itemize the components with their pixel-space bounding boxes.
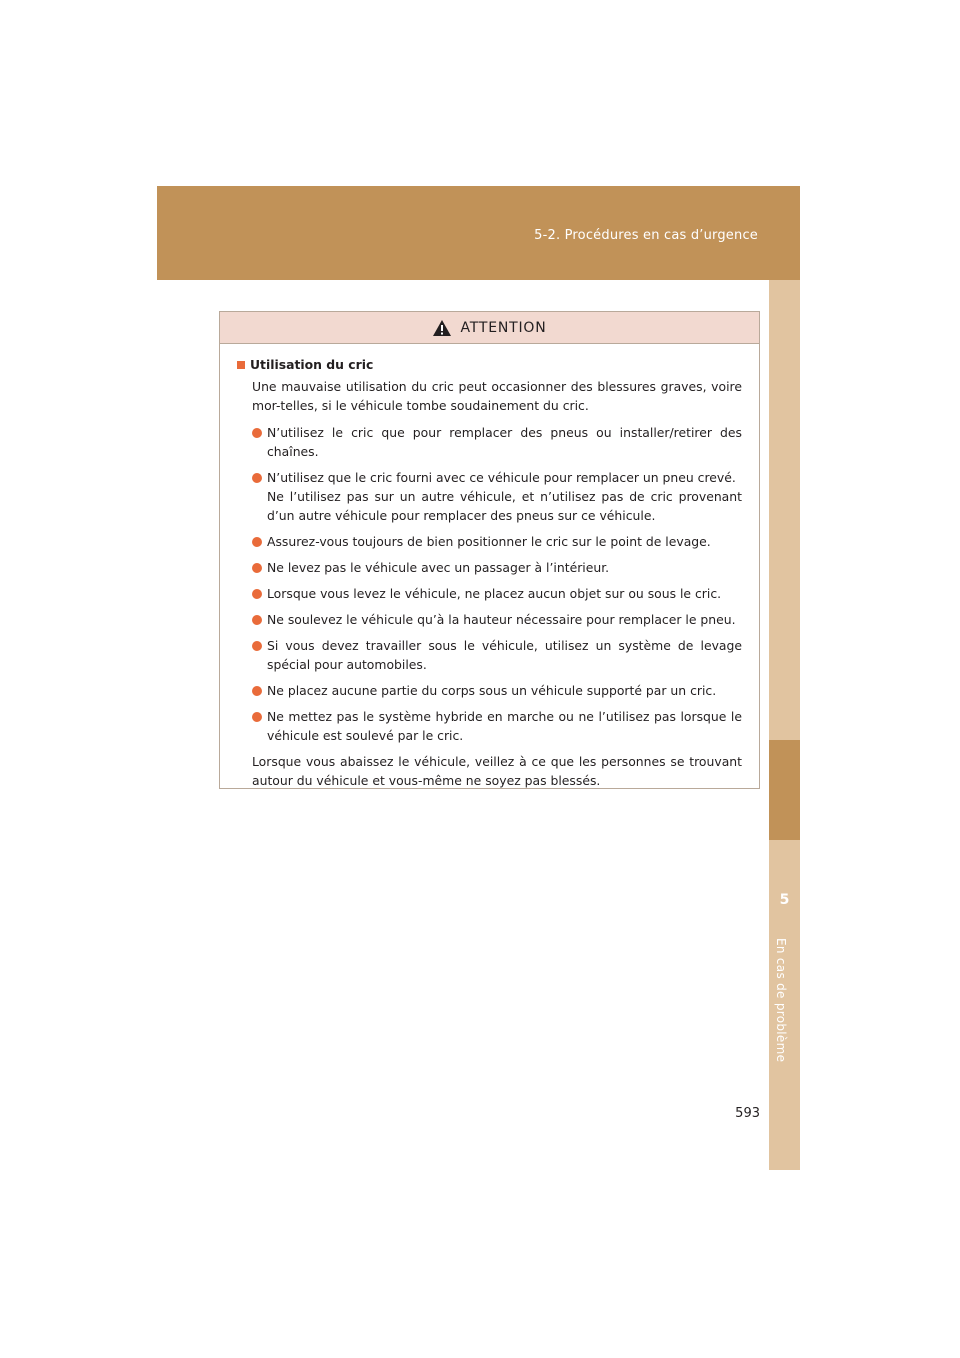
bullet-dot-icon [252, 537, 262, 547]
list-item [237, 558, 742, 577]
page-number: 593 [735, 1106, 760, 1121]
list-item-text: Assurez-vous toujours de bien positionner le cric sur le point de levage. [267, 534, 711, 549]
bullet-dot-icon [252, 473, 262, 483]
list-item-text: Lorsque vous levez le véhicule, ne placez aucun objet sur ou sous le cric. [267, 586, 722, 601]
header-band [157, 186, 800, 280]
list-item-text: Ne mettez pas le système hybride en marche ou ne l’utilisez pas lorsque le véhicule est soulevé par le cric. [267, 709, 742, 743]
list-item [237, 468, 742, 525]
list-item-text: N’utilisez le cric que pour remplacer des pneus ou installer/retirer des chaînes. [267, 425, 742, 459]
list-item [237, 681, 742, 700]
warning-triangle-icon [432, 319, 452, 337]
list-item [237, 610, 742, 629]
list-item [237, 584, 742, 603]
chapter-label: En cas de problème [774, 938, 788, 1063]
list-item-text: Si vous devez travailler sous le véhicule, utilisez un système de levage spécial pour automobiles. [267, 638, 742, 672]
list-item-text: Ne soulevez le véhicule qu’à la hauteur nécessaire pour remplacer le pneu. [267, 612, 736, 627]
list-item-text: Ne placez aucune partie du corps sous un véhicule supporté par un cric. [267, 683, 717, 698]
subheading-text: Utilisation du cric [250, 357, 374, 372]
bullet-dot-icon [252, 563, 262, 573]
bullet-dot-icon [252, 428, 262, 438]
list-item-continuation: Ne l’utilisez pas sur un autre véhicule, et n’utilisez pas de cric provenant d’un autre véhicule pour remplacer des pneus sur ce véhicule. [267, 489, 742, 523]
caution-title: ATTENTION [460, 319, 547, 336]
list-item [237, 707, 742, 745]
chapter-tab [769, 740, 800, 840]
caution-body [220, 344, 759, 790]
bullet-dot-icon [252, 712, 262, 722]
bullet-dot-icon [252, 686, 262, 696]
list-item [237, 423, 742, 461]
bullet-dot-icon [252, 615, 262, 625]
chapter-number: 5 [779, 892, 790, 908]
caution-header [220, 312, 759, 344]
bullet-dot-icon [252, 641, 262, 651]
caution-subheading [237, 355, 742, 374]
list-item [237, 636, 742, 674]
closing-paragraph: Lorsque vous abaissez le véhicule, veillez à ce que les personnes se trouvant autour du véhicule et vous-même ne soyez pas blessés. [252, 754, 742, 788]
list-item-text: Ne levez pas le véhicule avec un passager à l’intérieur. [267, 560, 610, 575]
list-item [237, 532, 742, 551]
section-title: 5-2. Procédures en cas d’urgence [534, 228, 758, 243]
intro-paragraph: Une mauvaise utilisation du cric peut occasionner des blessures graves, voire mor-telles, si le véhicule tombe soudainement du cric. [252, 379, 742, 413]
square-bullet-icon [237, 361, 245, 369]
bullet-dot-icon [252, 589, 262, 599]
list-item-text: N’utilisez que le cric fourni avec ce véhicule pour remplacer un pneu crevé. [267, 470, 736, 485]
caution-box [219, 311, 760, 789]
chapter-side-strip [769, 280, 800, 1170]
